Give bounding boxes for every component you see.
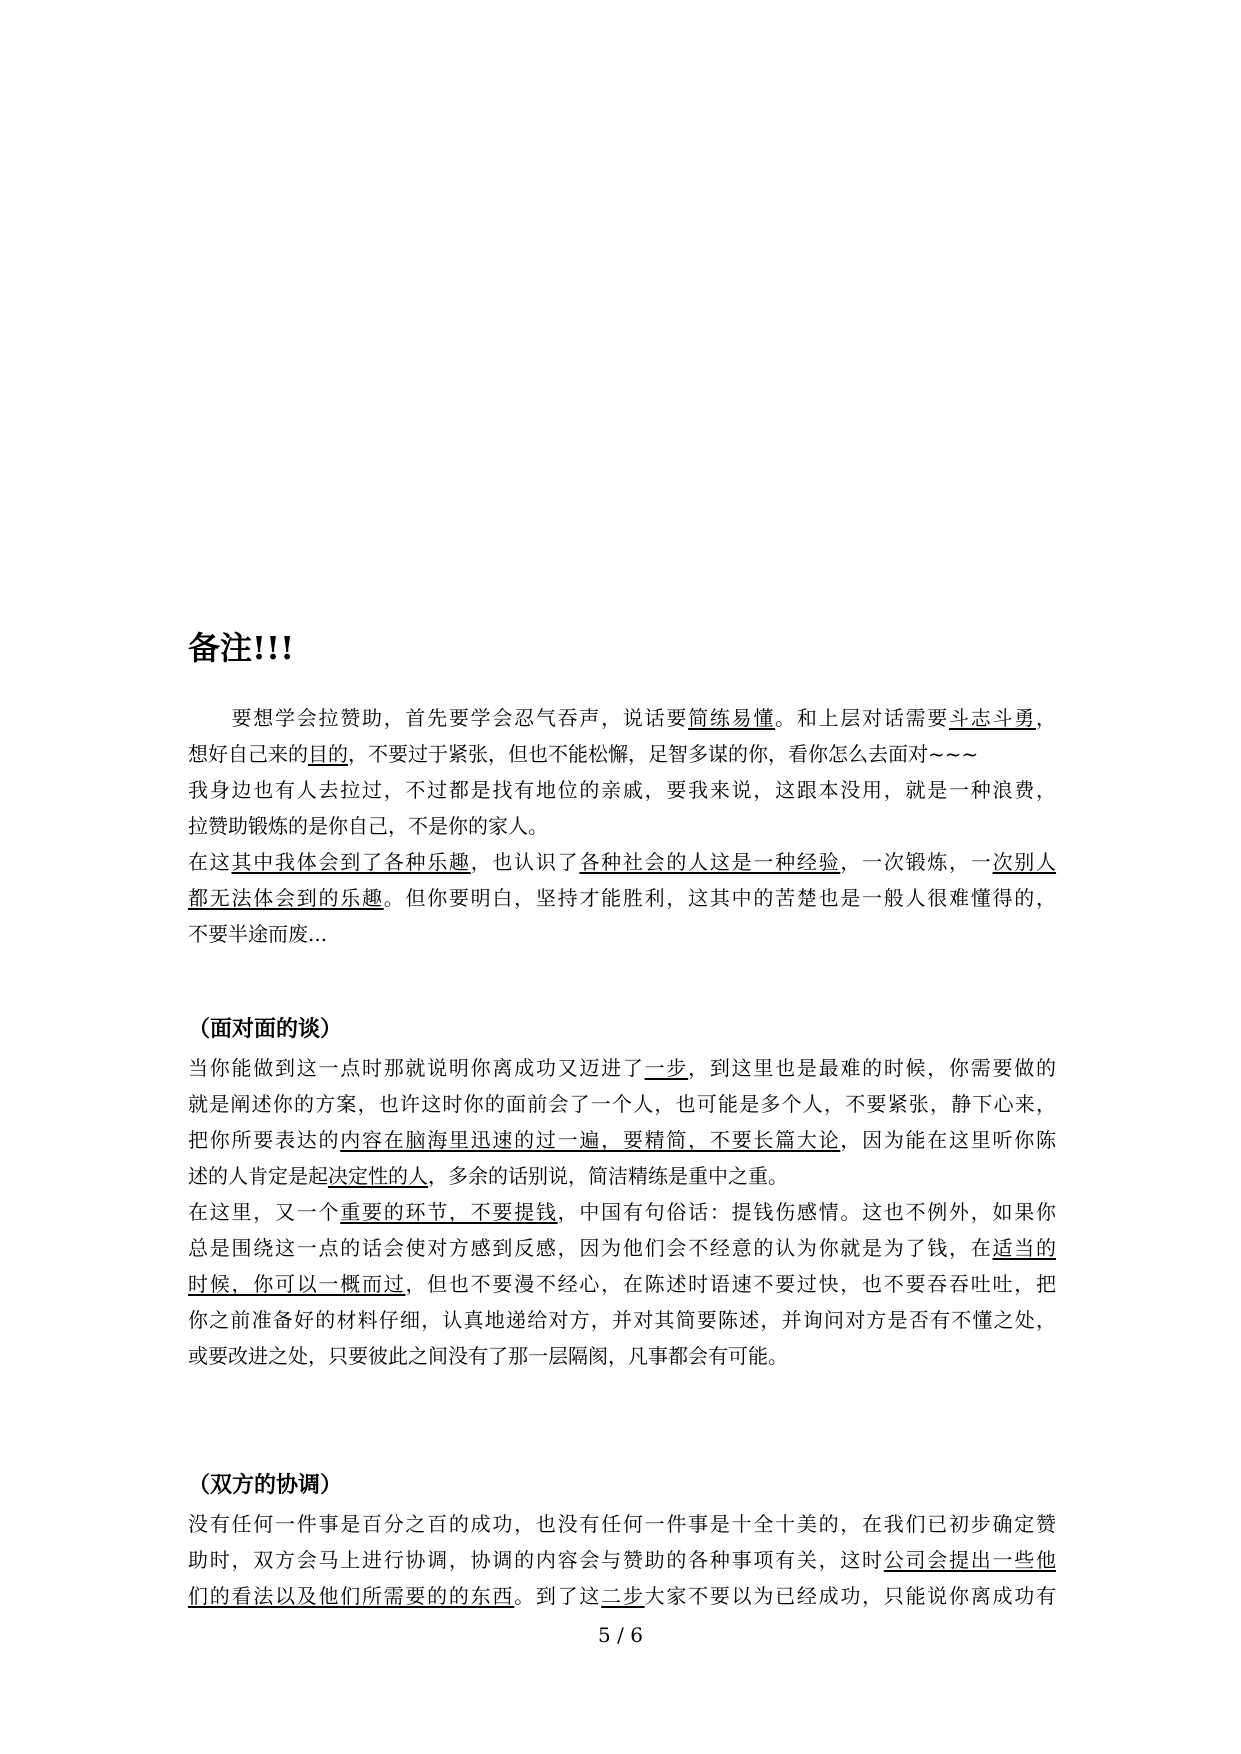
underlined-text: 都无法体会到的乐趣 <box>188 886 384 910</box>
paragraph-line <box>188 700 1056 736</box>
paragraph-line: 拉赞助锻炼的是你自己，不是你的家人。 <box>188 814 548 838</box>
underlined-text: 目的 <box>308 742 348 766</box>
paragraph-line: 或要改进之处，只要彼此之间没有了那一层隔阂，凡事都会有可能。 <box>188 1344 788 1368</box>
underlined-text: 简练易懂 <box>688 706 776 730</box>
paragraph-line: 我身边也有人去拉过，不过都是找有地位的亲戚，要我来说，这跟本没用，就是一种浪费， <box>188 778 1056 802</box>
underlined-text: 内容在脑海里迅速的过一遍，要精简，不要长篇大论 <box>340 1128 841 1152</box>
paragraph-line <box>188 1194 1056 1230</box>
text-run: 要想学会拉赞助，首先要学会忍气吞声，说话要 <box>188 706 689 730</box>
page-title: 备注!!! <box>188 629 295 667</box>
text-run: ， <box>1036 706 1057 730</box>
text-run: 述的人肯定是起 <box>188 1164 328 1188</box>
underlined-text: 斗志斗勇 <box>949 706 1037 730</box>
paragraph-line <box>188 1050 1056 1086</box>
text-run: ，不要过于紧张，但也不能松懈，足智多谋的你，看你怎么去面对~~~ <box>348 742 979 766</box>
underlined-text: 次别人 <box>992 850 1057 874</box>
paragraph-line: 没有任何一件事是百分之百的成功，也没有任何一件事是十全十美的，在我们已初步确定赞 <box>188 1512 1056 1536</box>
text-run: ，但也不要漫不经心，在陈述时语速不要过快，也不要吞吞吐吐，把 <box>405 1272 1057 1296</box>
text-run: ，因为能在这里听你陈 <box>840 1128 1057 1152</box>
text-run: ，也认识了 <box>470 850 580 874</box>
paragraph-line <box>188 1230 1056 1266</box>
text-run: ，一次锻炼，一 <box>840 850 993 874</box>
text-run: ，中国有句俗话：提钱伤感情。这也不例外，如果你 <box>557 1200 1057 1224</box>
underlined-text: 们的看法以及他们所需要的的东西 <box>188 1584 515 1608</box>
text-run: 当你能做到这一点时那就说明你离成功又迈进了 <box>188 1056 645 1080</box>
page-number: 5 / 6 <box>598 1623 643 1647</box>
text-run: 助时，双方会马上进行协调，协调的内容会与赞助的各种事项有关，这时 <box>188 1548 884 1572</box>
paragraph-line <box>188 1158 1056 1194</box>
text-run: 把你所要表达的 <box>188 1128 341 1152</box>
underlined-text: 各种社会的人这是一种经验 <box>579 850 841 874</box>
text-run: ，到这里也是最难的时候，你需要做的 <box>688 1056 1057 1080</box>
paragraph-line <box>188 880 1056 916</box>
paragraph-line: 就是阐述你的方案，也许这时你的面前会了一个人，也可能是多个人，不要紧张，静下心来， <box>188 1092 1056 1116</box>
text-run: 总是围绕这一点的话会使对方感到反感，因为他们会不经意的认为你就是为了钱，在 <box>188 1236 993 1260</box>
text-run: 。到了这 <box>514 1584 602 1608</box>
underlined-text: 其中我体会到了各种乐趣 <box>231 850 471 874</box>
text-run: 大家不要以为已经成功，只能说你离成功有 <box>644 1584 1057 1608</box>
paragraph-line <box>188 1266 1056 1302</box>
underlined-text: 重要的环节，不要提钱 <box>340 1200 558 1224</box>
underlined-text: 时候，你可以一概而过 <box>188 1272 406 1296</box>
text-run: 想好自己来的 <box>188 742 308 766</box>
text-run: 在这里，又一个 <box>188 1200 341 1224</box>
text-run: ，多余的话别说，简洁精练是重中之重。 <box>428 1164 788 1188</box>
paragraph-line <box>188 1578 1056 1614</box>
section-heading: （面对面的谈） <box>188 1017 343 1042</box>
paragraph-line <box>188 736 1056 772</box>
underlined-text: 一步 <box>644 1056 689 1080</box>
underlined-text: 公司会提出一些他 <box>883 1548 1057 1572</box>
underlined-text: 二步 <box>601 1584 645 1608</box>
paragraph-line <box>188 1122 1056 1158</box>
text-run: 在这 <box>188 850 232 874</box>
underlined-text: 适当的 <box>992 1236 1057 1260</box>
paragraph-line <box>188 1542 1056 1578</box>
paragraph-line: 不要半途而废... <box>188 922 328 946</box>
underlined-text: 决定性的人 <box>328 1164 428 1188</box>
paragraph-line: 你之前准备好的材料仔细，认真地递给对方，并对其简要陈述，并询问对方是否有不懂之处， <box>188 1308 1056 1332</box>
text-run: 。和上层对话需要 <box>775 706 950 730</box>
text-run: 。但你要明白，坚持才能胜利，这其中的苦楚也是一般人很难懂得的， <box>383 886 1057 910</box>
section-heading: （双方的协调） <box>188 1473 343 1498</box>
paragraph-line <box>188 844 1056 880</box>
